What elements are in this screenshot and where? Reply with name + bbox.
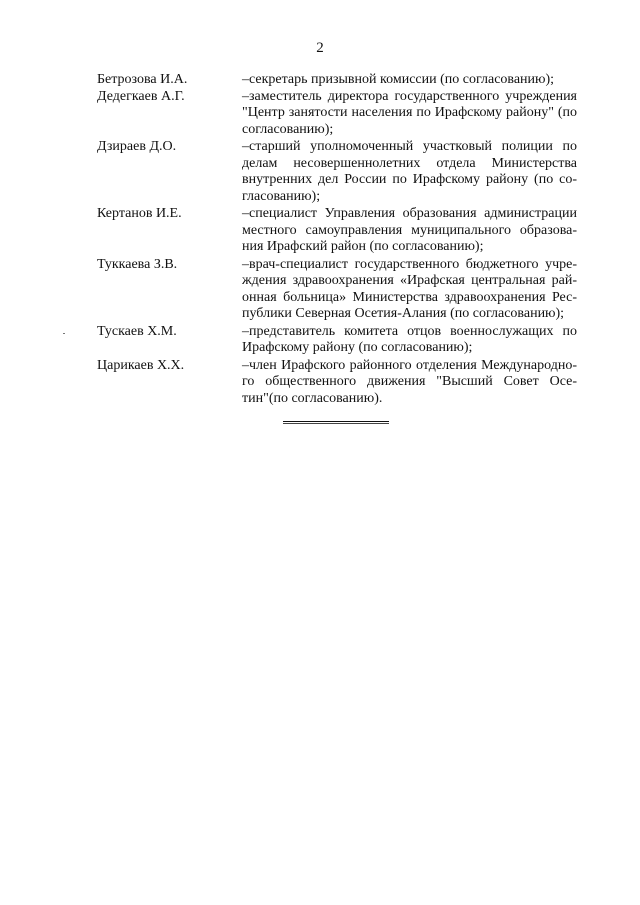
member-role <box>242 358 577 408</box>
role-line: –врач-специалист государственного бюджетного учре- <box>242 256 577 272</box>
member-row <box>97 139 577 205</box>
member-role <box>242 139 577 205</box>
end-divider <box>283 421 389 422</box>
role-line: местного самоуправления муниципального образова- <box>242 222 577 238</box>
member-name: Дедегкаев А.Г. <box>97 88 185 104</box>
member-role <box>242 89 577 139</box>
member-name: Дзираев Д.О. <box>97 139 177 154</box>
role-line: –старший уполномоченный участковый полиции по <box>242 139 577 154</box>
role-line: публики Северная Осетия-Алания (по согласованию); <box>242 306 565 321</box>
member-name: Бетрозова И.А. <box>97 72 188 87</box>
member-role <box>242 324 577 357</box>
member-row <box>97 206 577 256</box>
role-line: ждения здравоохранения «Ирафская центральная рай- <box>242 273 577 288</box>
role-line: го общественного движения "Высший Совет Осе- <box>242 374 577 389</box>
role-line: "Центр занятости населения по Ирафскому району" (по <box>242 105 577 120</box>
member-list <box>97 72 577 407</box>
role-line: тин"(по согласованию). <box>242 390 383 406</box>
role-line: –представитель комитета отцов военнослужащих по <box>242 323 577 339</box>
role-line: –специалист Управления образования администрации <box>242 206 577 221</box>
role-line: –заместитель директора государственного учреждения <box>242 88 577 104</box>
margin-mark <box>63 333 65 334</box>
member-row <box>97 89 577 139</box>
role-line: внутренних дел России по Ирафскому району (по со- <box>242 172 577 187</box>
role-line: гласованию); <box>242 188 321 204</box>
role-line: делам несовершеннолетних отдела Министерства <box>242 155 577 171</box>
member-name: Тускаев Х.М. <box>97 323 177 339</box>
page-number: 2 <box>316 40 324 56</box>
member-role <box>242 257 577 323</box>
role-line: –секретарь призывной комиссии (по согласованию); <box>242 72 555 87</box>
role-line: онная больница» Министерства здравоохранения Рес- <box>242 289 577 305</box>
member-name: Царикаев Х.Х. <box>97 357 185 373</box>
member-row <box>97 358 577 408</box>
member-name: Туккаева З.В. <box>97 256 178 272</box>
role-line: ния Ирафский район (по согласованию); <box>242 239 484 254</box>
member-name: Кертанов И.Е. <box>97 206 182 221</box>
member-role <box>242 72 577 89</box>
member-role <box>242 206 577 256</box>
role-line: согласованию); <box>242 121 334 137</box>
role-line: –член Ирафского районного отделения Международно- <box>242 357 577 373</box>
member-row <box>97 324 577 357</box>
member-row <box>97 257 577 323</box>
role-line: Ирафскому району (по согласованию); <box>242 340 473 355</box>
member-row <box>97 72 577 89</box>
